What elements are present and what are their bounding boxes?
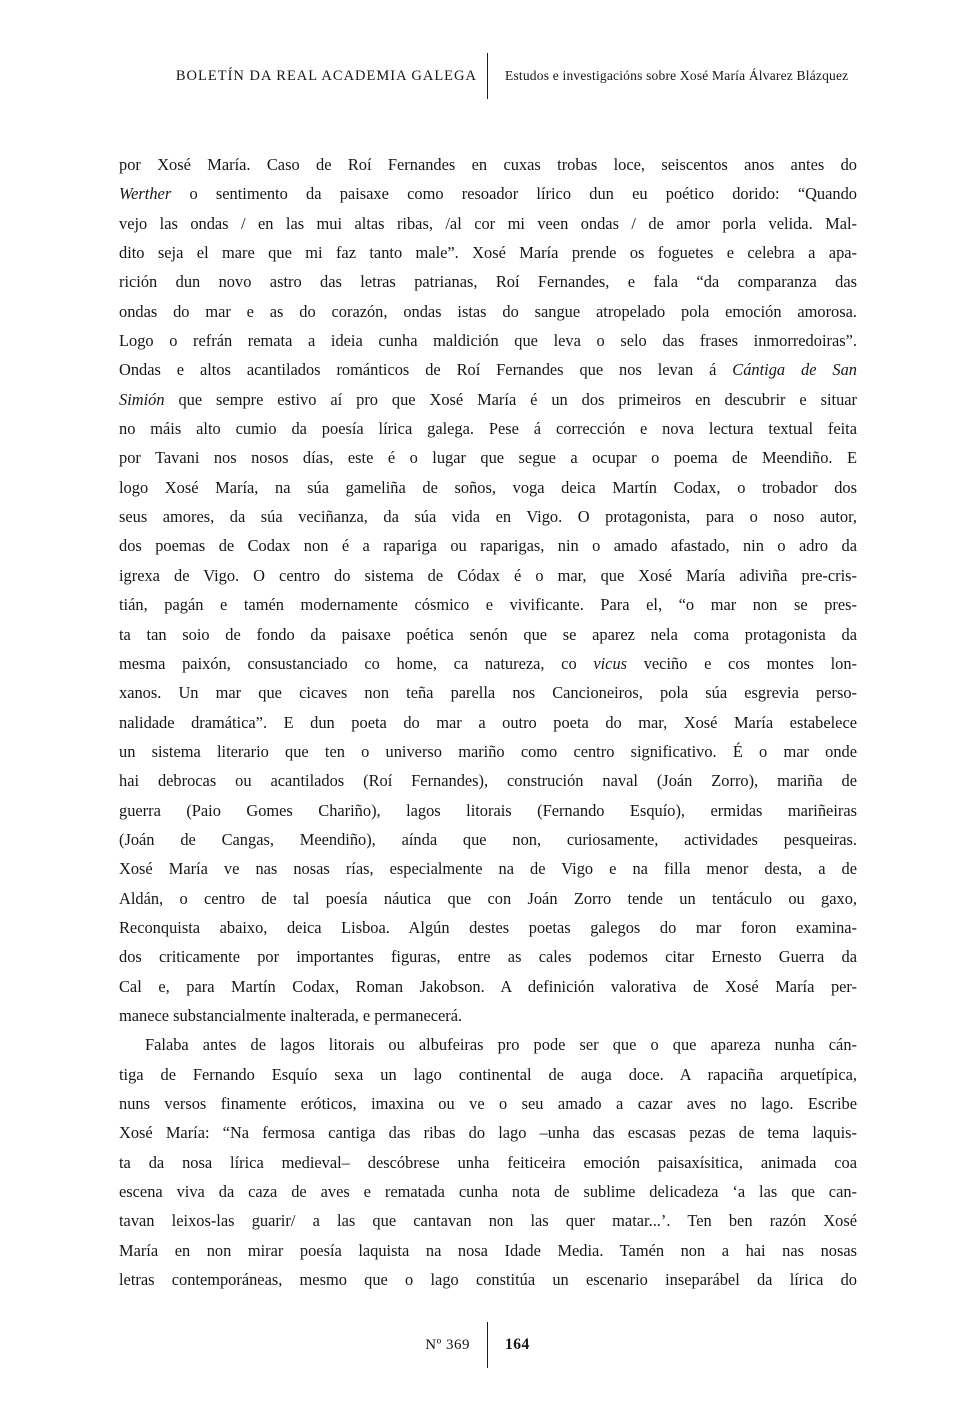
text-line xyxy=(119,238,857,267)
text-line xyxy=(119,1265,857,1294)
italic-text-segment: vicus xyxy=(593,653,628,673)
text-line xyxy=(119,473,857,502)
text-segment: Ondas e altos acantilados románticos de Roí Fernandes que nos levan á xyxy=(119,360,733,380)
text-line xyxy=(119,1148,857,1177)
text-segment: mesma paixón, consustanciado co home, ca natureza, co xyxy=(119,653,594,673)
text-segment: que sempre estivo aí pro que Xosé María é un dos primeiros en descubrir e situar xyxy=(164,389,857,409)
text-line xyxy=(119,913,857,942)
paragraph xyxy=(119,1030,857,1294)
italic-text-segment: Werther xyxy=(119,184,172,204)
issue-number: Nº 369 xyxy=(425,1336,470,1353)
text-segment: por Xosé María. Caso de Roí Fernandes en cuxas trobas loce, seiscentos anos antes do xyxy=(119,155,857,174)
text-line xyxy=(119,355,857,384)
text-line xyxy=(119,209,857,238)
text-segment: dos criticamente por importantes figuras, entre as cales podemos citar Ernesto Guerra da xyxy=(119,947,857,967)
text-line xyxy=(119,678,857,707)
text-line xyxy=(119,150,857,179)
page-header xyxy=(0,53,975,99)
italic-text-segment: Cántiga de San xyxy=(732,360,857,380)
text-line xyxy=(119,825,857,854)
text-segment: por Tavani nos nosos días, este é o lugar que segue a ocupar o poema de Meendiño. E xyxy=(119,448,857,468)
text-line xyxy=(119,1030,857,1059)
text-line xyxy=(119,561,857,590)
text-line xyxy=(119,1118,857,1147)
section-title: Estudos e investigacións sobre Xosé María Álvarez Blázquez xyxy=(505,68,849,83)
text-segment: Logo o refrán remata a ideia cunha maldición que leva o selo das frases inmorredoiras”. xyxy=(119,331,857,351)
text-line xyxy=(119,766,857,795)
text-segment: o sentimento da paisaxe como resoador lírico dun eu poético dorido: “Quando xyxy=(171,184,857,204)
text-segment: Falaba antes de lagos litorais ou albufeiras pro pode ser que o que apareza nunha cán- xyxy=(145,1035,857,1055)
text-segment: rición dun novo astro das letras patrianas, Roí Fernandes, e fala “da comparanza das xyxy=(119,272,857,292)
paragraph xyxy=(119,150,857,1030)
text-line xyxy=(119,620,857,649)
text-line xyxy=(119,385,857,414)
text-line xyxy=(119,1206,857,1235)
text-line xyxy=(119,854,857,883)
text-line xyxy=(119,443,857,472)
text-line xyxy=(119,531,857,560)
journal-title: BOLETÍN DA REAL ACADEMIA GALEGA xyxy=(175,67,477,84)
text-segment: Xosé María: “Na fermosa cantiga das ribas do lago –unha das escasas pezas de tema laquis- xyxy=(119,1123,857,1143)
text-segment: dos poemas de Codax non é a rapariga ou raparigas, nin o amado afastado, nin o adro da xyxy=(119,536,857,556)
text-segment: letras contemporáneas, mesmo que o lago constitúa un escenario inseparábel da lírica do xyxy=(119,1270,857,1290)
text-segment: ta tan soio de fondo da paisaxe poética senón que se aparez nela coma protagonista da xyxy=(119,624,857,644)
text-segment: ta da nosa lírica medieval– descóbrese unha feiticeira emoción paisaxísitica, animada coa xyxy=(119,1152,857,1172)
text-line xyxy=(119,649,857,678)
text-segment: igrexa de Vigo. O centro do sistema de Códax é o mar, que Xosé María adiviña pre-cris- xyxy=(119,565,857,585)
text-line xyxy=(119,796,857,825)
text-line xyxy=(119,708,857,737)
page-footer xyxy=(0,1322,975,1368)
page-number: 164 xyxy=(505,1336,530,1353)
text-line xyxy=(119,414,857,443)
text-line xyxy=(119,1089,857,1118)
text-segment: xanos. Un mar que cicaves non teña parella nos Cancioneiros, pola súa esgrevia perso- xyxy=(119,683,857,703)
text-line xyxy=(119,972,857,1001)
page-body xyxy=(119,150,857,1294)
text-segment: seus amores, da súa veciñanza, da súa vida en Vigo. O protagonista, para o noso autor, xyxy=(119,507,857,527)
text-segment: (Joán de Cangas, Meendiño), aínda que non, curiosamente, actividades pesqueiras. xyxy=(119,829,857,849)
text-line xyxy=(119,942,857,971)
text-segment: nalidade dramática”. E dun poeta do mar a outro poeta do mar, Xosé María estabelece xyxy=(119,712,857,732)
text-segment: tián, pagán e tamén modernamente cósmico e vivificante. Para el, “o mar non se pres- xyxy=(119,595,857,615)
text-line xyxy=(119,1060,857,1089)
text-segment: dito seja el mare que mi faz tanto male”. Xosé María prende os foguetes e celebra a apa- xyxy=(119,243,857,263)
text-segment: nuns versos finamente eróticos, imaxina ou ve o seu amado a cazar aves no lago. Escribe xyxy=(119,1094,857,1113)
text-line xyxy=(119,590,857,619)
text-segment: Xosé María ve nas nosas rías, especialmente na de Vigo e na filla menor desta, a de xyxy=(119,859,857,879)
text-segment: ondas do mar e as do corazón, ondas istas do sangue atropelado pola emoción amorosa. xyxy=(119,301,857,321)
text-segment: Aldán, o centro de tal poesía náutica que con Joán Zorro tende un tentáculo ou gaxo, xyxy=(119,888,857,908)
text-segment: María en non mirar poesía laquista na nosa Idade Media. Tamén non a hai nas nosas xyxy=(119,1240,857,1260)
text-segment: tiga de Fernando Esquío sexa un lago continental de auga doce. A rapaciña arquetípica, xyxy=(119,1064,857,1084)
text-line xyxy=(119,179,857,208)
text-line xyxy=(119,1001,857,1030)
text-line xyxy=(119,884,857,913)
text-line xyxy=(119,267,857,296)
italic-text-segment: Simión xyxy=(119,389,165,409)
text-segment: guerra (Paio Gomes Chariño), lagos litorais (Fernando Esquío), ermidas mariñeiras xyxy=(119,800,857,820)
text-line xyxy=(119,297,857,326)
text-segment: no máis alto cumio da poesía lírica galega. Pese á corrección e nova lectura textual feita xyxy=(119,419,857,439)
text-line xyxy=(119,737,857,766)
text-segment: Reconquista abaixo, deica Lisboa. Algún destes poetas galegos do mar foron examina- xyxy=(119,917,857,937)
text-segment: tavan leixos-las guarir/ a las que cantavan non las quer matar...’. Ten ben razón Xosé xyxy=(119,1211,857,1231)
text-segment: Cal e, para Martín Codax, Roman Jakobson. A definición valorativa de Xosé María per- xyxy=(119,976,857,996)
text-segment: manece substancialmente inalterada, e permanecerá. xyxy=(119,1005,463,1025)
text-line xyxy=(119,502,857,531)
text-line xyxy=(119,1177,857,1206)
text-segment: un sistema literario que ten o universo mariño como centro significativo. É o mar onde xyxy=(119,741,857,761)
text-line xyxy=(119,1236,857,1265)
text-segment: hai debrocas ou acantilados (Roí Fernandes), construción naval (Joán Zorro), mariña de xyxy=(119,771,857,791)
text-segment: escena viva da caza de aves e rematada cunha nota de sublime delicadeza ‘a las que can- xyxy=(119,1182,857,1202)
text-segment: veciño e cos montes lon- xyxy=(627,653,858,673)
text-segment: logo Xosé María, na súa gameliña de soños, voga deica Martín Codax, o trobador dos xyxy=(119,477,857,497)
text-segment: vejo las ondas / en las mui altas ribas, /al cor mi veen ondas / de amor porla velida. Mal- xyxy=(119,213,857,233)
text-line xyxy=(119,326,857,355)
